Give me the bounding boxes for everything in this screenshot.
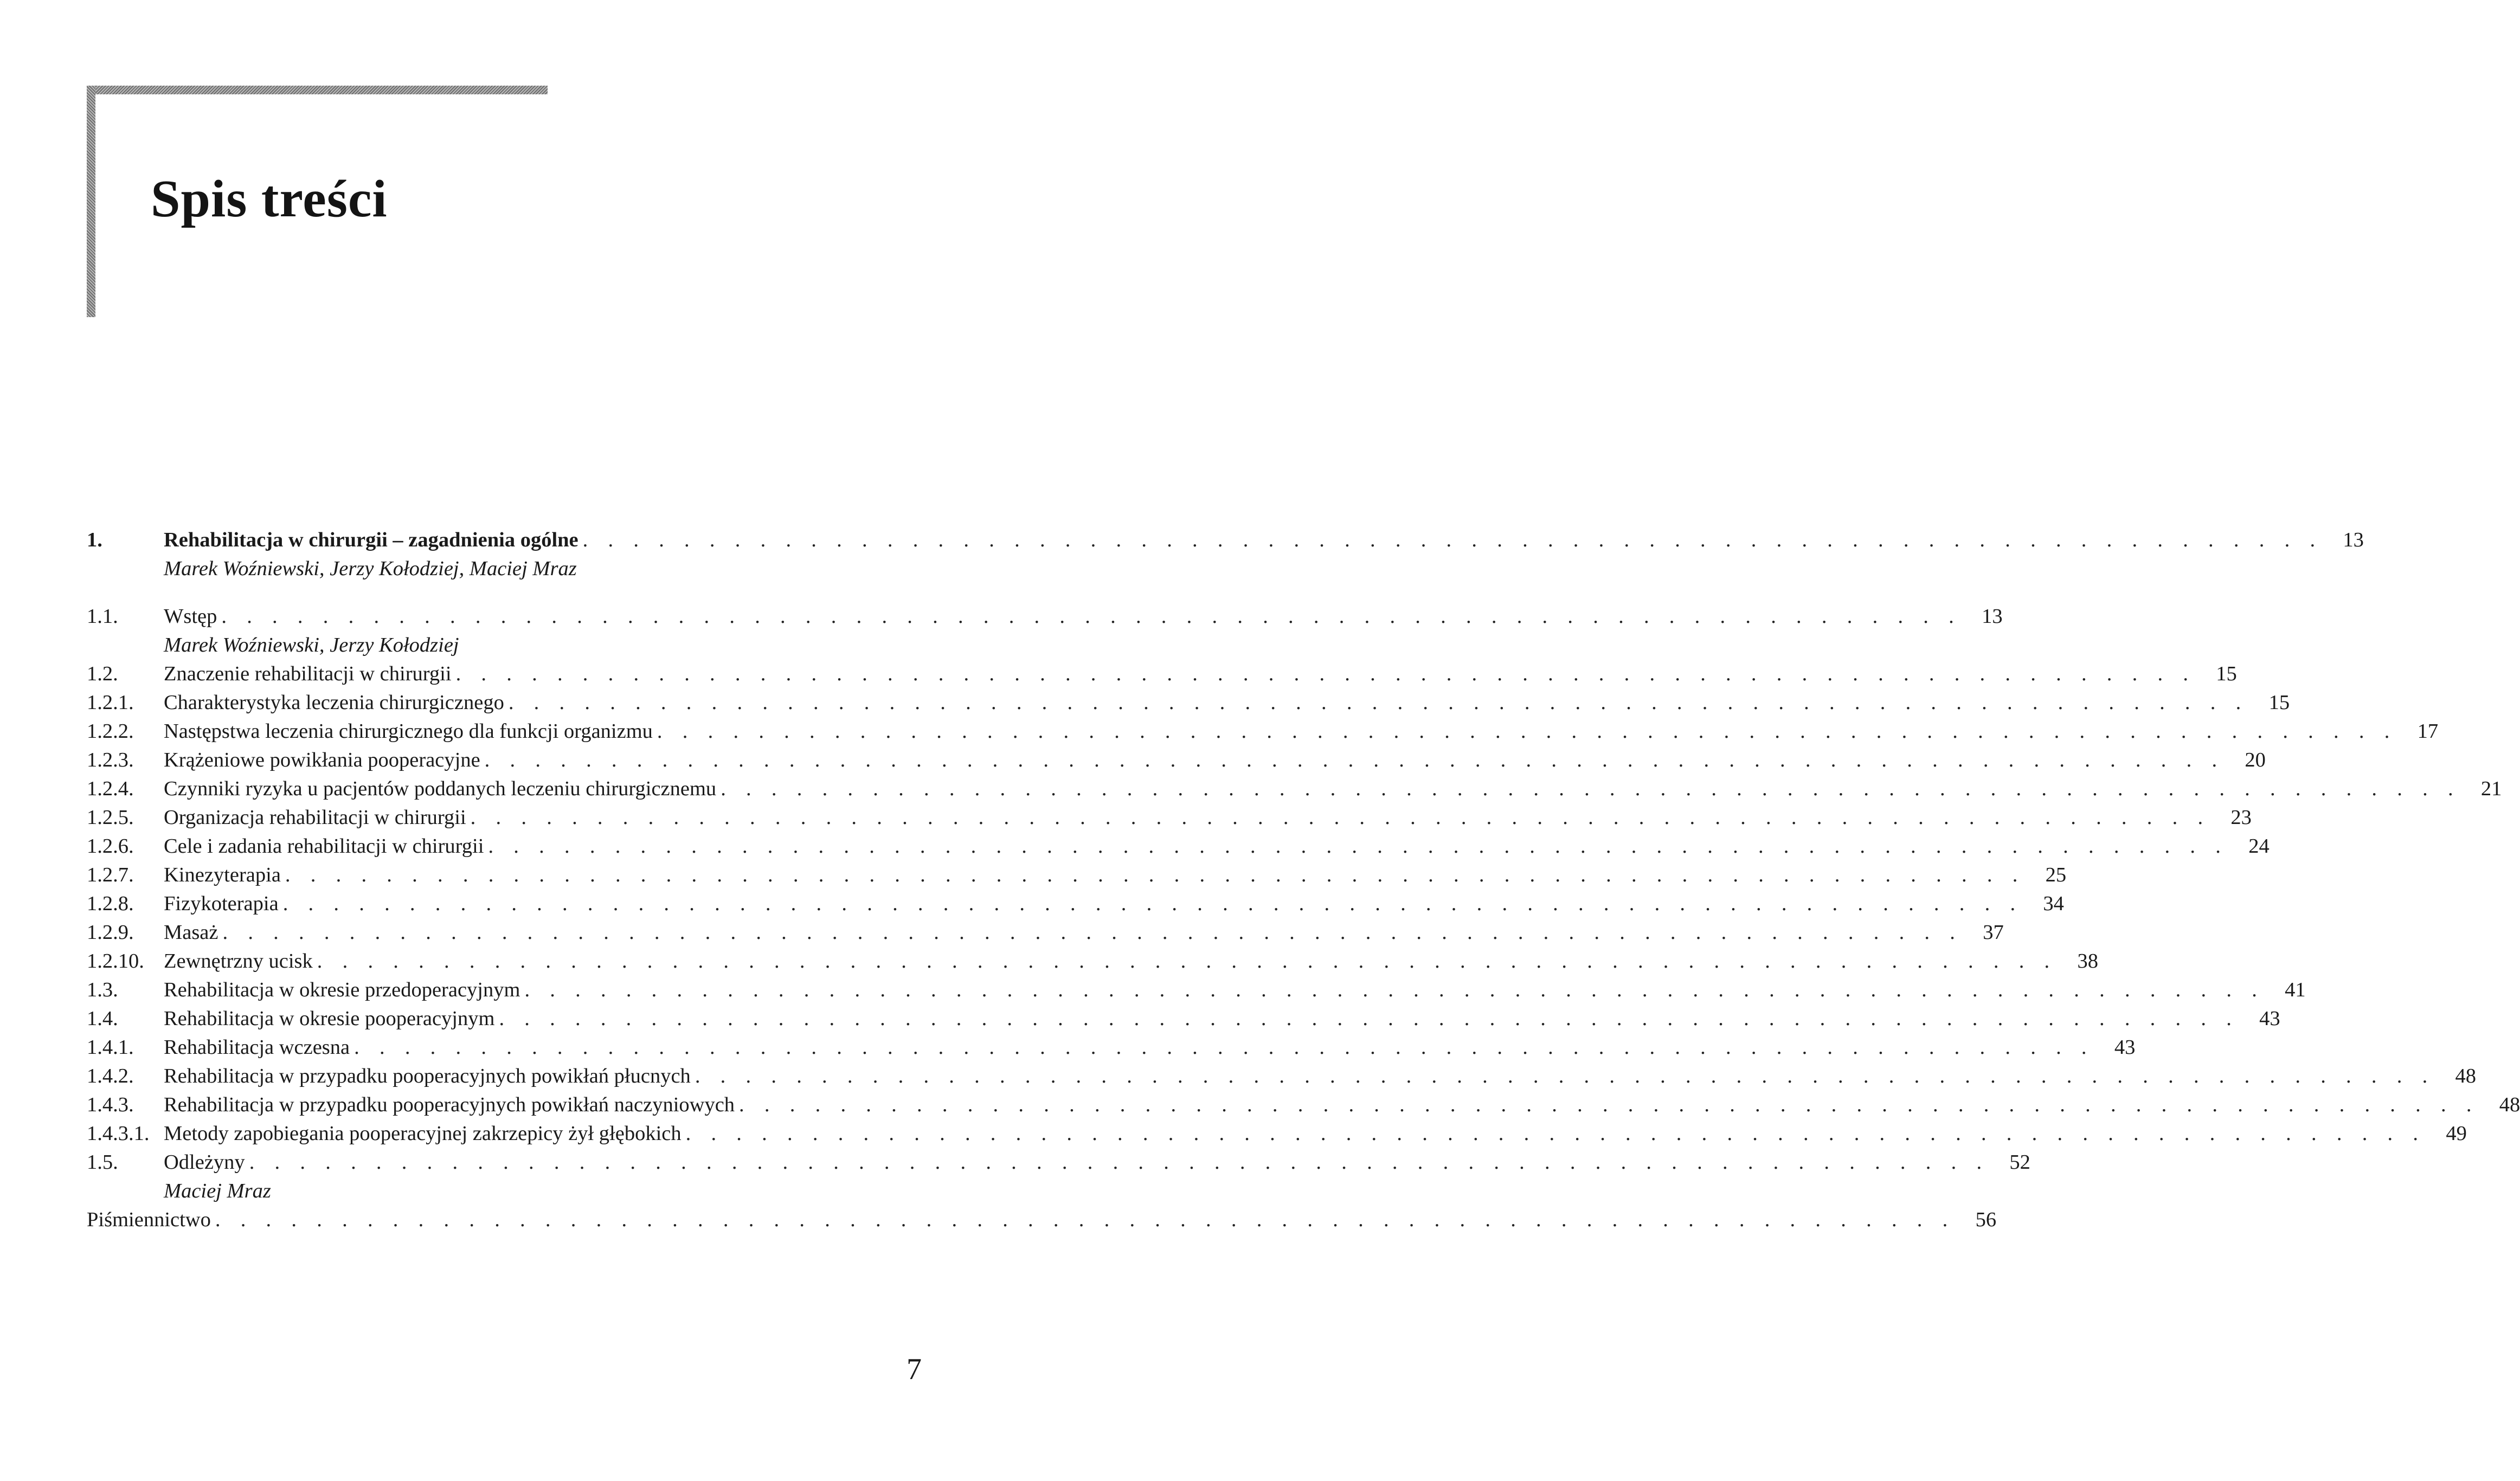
entry-page: 43 bbox=[2114, 1036, 2136, 1059]
toc-entry-row[interactable] bbox=[87, 775, 2502, 803]
entry-title: Wstęp bbox=[164, 605, 217, 628]
toc-entry-row[interactable] bbox=[87, 918, 2004, 947]
table-of-contents bbox=[87, 526, 2520, 1234]
entry-page: 21 bbox=[2480, 777, 2502, 800]
entry-number: 1.4.3. bbox=[87, 1093, 134, 1116]
entry-number: 1.2.6. bbox=[87, 835, 134, 858]
toc-entry-row[interactable] bbox=[87, 947, 2098, 976]
entry-title: Metody zapobiegania pooperacyjnej zakrzepicy żył głębokich bbox=[164, 1122, 682, 1145]
dot-leader: . . . . . . . . . . . . . . . . . . . . . . . . . . . . . . . . . . . . . . . . . . . . . . . . . . . . . . . . . . . . . . . . . . . . . bbox=[721, 777, 2461, 800]
entry-number: 1.3. bbox=[87, 978, 118, 1001]
dot-leader: . . . . . . . . . . . . . . . . . . . . . . . . . . . . . . . . . . . . . . . . . . . . . . . . . . . . . . . . . . . . . . . . . . . . . bbox=[739, 1093, 2479, 1116]
toc-entry-row[interactable] bbox=[87, 602, 2003, 631]
entry-page: 17 bbox=[2417, 720, 2439, 743]
entry-title: Cele i zadania rehabilitacji w chirurgii bbox=[164, 835, 484, 858]
entry-title: Fizykoterapia bbox=[164, 892, 279, 915]
dot-leader: . . . . . . . . . . . . . . . . . . . . . . . . . . . . . . . . . . . . . . . . . . . . . . . . . . . . . . . . . . . . . . . . . . . . . bbox=[524, 978, 2265, 1001]
entry-number: 1.2.2. bbox=[87, 720, 134, 743]
entry-page: 41 bbox=[2285, 978, 2306, 1001]
entry-title: Organizacja rehabilitacji w chirurgii bbox=[164, 806, 466, 829]
dot-leader: . . . . . . . . . . . . . . . . . . . . . . . . . . . . . . . . . . . . . . . . . . . . . . . . . . . . . . . . . . . . . . . . . . . . . bbox=[685, 1122, 2426, 1145]
dot-leader: . . . . . . . . . . . . . . . . . . . . . . . . . . . . . . . . . . . . . . . . . . . . . . . . . . . . . . . . . . . . . . . . . . . . . bbox=[354, 1036, 2094, 1059]
entry-number: 1.2.7. bbox=[87, 864, 134, 886]
entry-title: Krążeniowe powikłania pooperacyjne bbox=[164, 749, 480, 771]
toc-entry-row[interactable] bbox=[87, 717, 2439, 746]
entry-page: 49 bbox=[2446, 1122, 2467, 1145]
entry-title: Kinezyterapia bbox=[164, 864, 281, 886]
dot-leader: . . . . . . . . . . . . . . . . . . . . . . . . . . . . . . . . . . . . . . . . . . . . . . . . . . . . . . . . . . . . . . . . . . . . . bbox=[470, 806, 2210, 829]
toc-entry-row[interactable] bbox=[87, 976, 2306, 1004]
entry-page: 38 bbox=[2077, 950, 2098, 973]
dot-leader: . . . . . . . . . . . . . . . . . . . . . . . . . . . . . . . . . . . . . . . . . . . . . . . . . . . . . . . . . . . . . . . . . . . . . bbox=[249, 1151, 1989, 1174]
entry-title: Znaczenie rehabilitacji w chirurgii bbox=[164, 662, 452, 685]
dot-leader: . . . . . . . . . . . . . . . . . . . . . . . . . . . . . . . . . . . . . . . . . . . . . . . . . . . . . . . . . . . . . . . . . . . . . bbox=[695, 1065, 2435, 1087]
entry-page: 37 bbox=[1983, 921, 2004, 944]
entry-page: 48 bbox=[2499, 1093, 2520, 1116]
entry-number: 1.4.2. bbox=[87, 1065, 134, 1087]
entry-title: Rehabilitacja w okresie przedoperacyjnym bbox=[164, 978, 520, 1001]
entry-title: Następstwa leczenia chirurgicznego dla funkcji organizmu bbox=[164, 720, 653, 743]
toc-entry-row[interactable] bbox=[87, 861, 2067, 890]
entry-page: 15 bbox=[2268, 691, 2290, 714]
entry-title: Czynniki ryzyka u pacjentów poddanych leczeniu chirurgicznemu bbox=[164, 777, 717, 800]
entry-title: Zewnętrzny ucisk bbox=[164, 950, 313, 973]
entry-number: 1.2.3. bbox=[87, 749, 134, 771]
entry-title: Masaż bbox=[164, 921, 218, 944]
section-authors: Marek Woźniewski, Jerzy Kołodziej bbox=[164, 634, 459, 656]
toc-entry-row[interactable] bbox=[87, 1062, 2477, 1091]
page-title: Spis treści bbox=[151, 170, 388, 228]
toc-entry-row[interactable] bbox=[87, 746, 2266, 775]
entry-page: 48 bbox=[2455, 1065, 2477, 1087]
entry-number: 1.2.9. bbox=[87, 921, 134, 944]
bibliography-title: Piśmiennictwo bbox=[87, 1208, 211, 1231]
toc-entries bbox=[87, 602, 2520, 1206]
entry-page: 15 bbox=[2216, 662, 2237, 685]
entry-title: Rehabilitacja w przypadku pooperacyjnych powikłań naczyniowych bbox=[164, 1093, 735, 1116]
dot-leader: . . . . . . . . . . . . . . . . . . . . . . . . . . . . . . . . . . . . . . . . . . . . . . . . . . . . . . . . . . . . . . . . . . . . . bbox=[222, 921, 1963, 944]
entry-number: 1.2.8. bbox=[87, 892, 134, 915]
entry-page: 43 bbox=[2259, 1007, 2280, 1030]
dot-leader: . . . . . . . . . . . . . . . . . . . . . . . . . . . . . . . . . . . . . . . . . . . . . . . . . . . . . . . . . . . . . . . . . . . . . bbox=[285, 864, 2026, 886]
dot-leader: . . . . . . . . . . . . . . . . . . . . . . . . . . . . . . . . . . . . . . . . . . . . . . . . . . . . . . . . . . . . . . . . . . . . . bbox=[215, 1208, 1956, 1231]
entry-title: Rehabilitacja w przypadku pooperacyjnych powikłań płucnych bbox=[164, 1065, 691, 1087]
page-number: 7 bbox=[907, 1353, 922, 1386]
dot-leader: . . . . . . . . . . . . . . . . . . . . . . . . . . . . . . . . . . . . . . . . . . . . . . . . . . . . . . . . . . . . . . . . . . . . . bbox=[455, 662, 2196, 685]
chapter-authors: Marek Woźniewski, Jerzy Kołodziej, Maciej Mraz bbox=[164, 557, 577, 580]
chapter-page: 13 bbox=[2343, 529, 2364, 551]
toc-entry-row[interactable] bbox=[87, 1033, 2136, 1062]
chapter-number: 1. bbox=[87, 529, 102, 551]
dot-leader: . . . . . . . . . . . . . . . . . . . . . . . . . . . . . . . . . . . . . . . . . . . . . . . . . . . . . . . . . . . . . . . . . . . . . bbox=[221, 605, 1962, 628]
dot-leader: . . . . . . . . . . . . . . . . . . . . . . . . . . . . . . . . . . . . . . . . . . . . . . . . . . . . . . . . . . . . . . . . . . . . . bbox=[317, 950, 2057, 973]
bibliography-page: 56 bbox=[1975, 1208, 1997, 1231]
entry-number: 1.1. bbox=[87, 605, 118, 628]
toc-entry-row[interactable] bbox=[87, 1119, 2467, 1148]
toc-bibliography-row[interactable] bbox=[87, 1206, 1997, 1234]
entry-page: 52 bbox=[2009, 1151, 2030, 1174]
dot-leader: . . . . . . . . . . . . . . . . . . . . . . . . . . . . . . . . . . . . . . . . . . . . . . . . . . . . . . . . . . . . . . . . . . . . . bbox=[508, 691, 2249, 714]
dot-leader: . . . . . . . . . . . . . . . . . . . . . . . . . . . . . . . . . . . . . . . . . . . . . . . . . . . . . . . . . . . . . . . . . . . . . bbox=[499, 1007, 2239, 1030]
entry-number: 1.2.4. bbox=[87, 777, 134, 800]
dot-leader: . . . . . . . . . . . . . . . . . . . . . . . . . . . . . . . . . . . . . . . . . . . . . . . . . . . . . . . . . . . . . . . . . . . . . bbox=[282, 892, 2023, 915]
toc-entry-row[interactable] bbox=[87, 660, 2237, 688]
entry-title: Rehabilitacja wczesna bbox=[164, 1036, 350, 1059]
toc-entry-row[interactable] bbox=[87, 832, 2270, 861]
dot-leader: . . . . . . . . . . . . . . . . . . . . . . . . . . . . . . . . . . . . . . . . . . . . . . . . . . . . . . . . . . . . . . . . . . . . . bbox=[488, 835, 2228, 858]
toc-entry-row[interactable] bbox=[87, 1004, 2280, 1033]
entry-page: 23 bbox=[2230, 806, 2252, 829]
entry-number: 1.4. bbox=[87, 1007, 118, 1030]
entry-page: 34 bbox=[2043, 892, 2064, 915]
entry-title: Charakterystyka leczenia chirurgicznego bbox=[164, 691, 504, 714]
entry-number: 1.2.1. bbox=[87, 691, 134, 714]
entry-number: 1.5. bbox=[87, 1151, 118, 1174]
toc-entry-row[interactable] bbox=[87, 688, 2290, 717]
toc-entry-row[interactable] bbox=[87, 803, 2252, 832]
entry-number: 1.2. bbox=[87, 662, 118, 685]
toc-chapter-row[interactable] bbox=[87, 526, 2364, 555]
entry-title: Rehabilitacja w okresie pooperacyjnym bbox=[164, 1007, 495, 1030]
dot-leader: . . . . . . . . . . . . . . . . . . . . . . . . . . . . . . . . . . . . . . . . . . . . . . . . . . . . . . . . . . . . . . . . . . . . . bbox=[657, 720, 2397, 743]
entry-title: Odleżyny bbox=[164, 1151, 245, 1174]
entry-page: 20 bbox=[2245, 749, 2266, 771]
toc-entry-row[interactable] bbox=[87, 1091, 2520, 1119]
dot-leader: . . . . . . . . . . . . . . . . . . . . . . . . . . . . . . . . . . . . . . . . . . . . . . . . . . . . . . . . . . . . . . . . . . . . . bbox=[484, 749, 2225, 771]
entry-number: 1.4.1. bbox=[87, 1036, 134, 1059]
entry-number: 1.2.5. bbox=[87, 806, 134, 829]
entry-page: 25 bbox=[2045, 864, 2067, 886]
entry-page: 24 bbox=[2248, 835, 2270, 858]
decorative-corner-bar-top bbox=[87, 86, 548, 94]
entry-number: 1.4.3.1. bbox=[87, 1122, 150, 1145]
chapter-title: Rehabilitacja w chirurgii – zagadnienia ogólne bbox=[164, 529, 578, 551]
entry-page: 13 bbox=[1982, 605, 2003, 628]
toc-entry-row[interactable] bbox=[87, 890, 2064, 918]
entry-number: 1.2.10. bbox=[87, 950, 144, 973]
dot-leader: . . . . . . . . . . . . . . . . . . . . . . . . . . . . . . . . . . . . . . . . . . . . . . . . . . . . . . . . . . . . . . . . . . . . . bbox=[582, 529, 2323, 551]
section-authors: Maciej Mraz bbox=[164, 1180, 271, 1202]
decorative-corner-bar-left bbox=[87, 86, 95, 317]
toc-entry-row[interactable] bbox=[87, 1148, 2030, 1177]
